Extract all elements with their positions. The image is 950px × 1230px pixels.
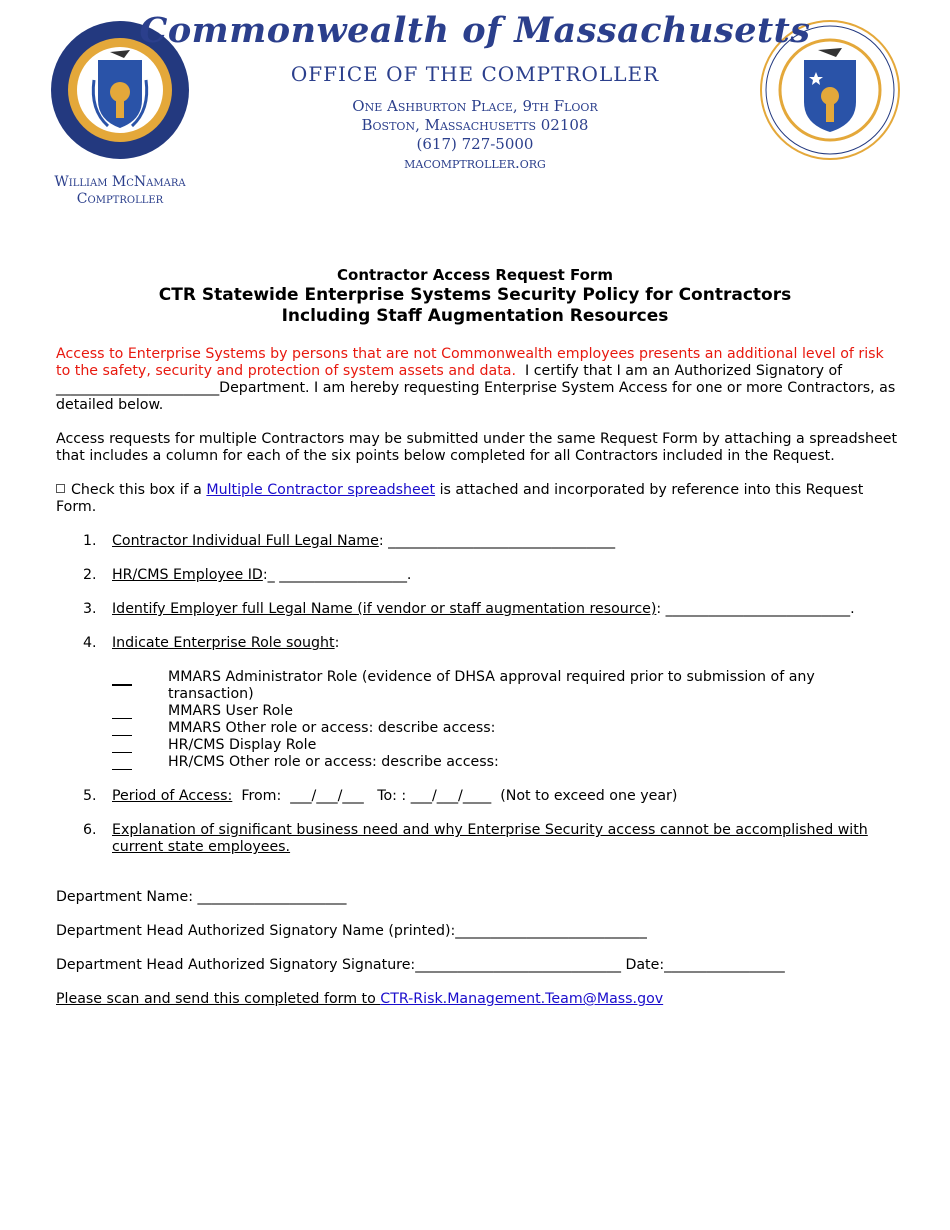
role-mmars-other: MMARS Other role or access: describe access: <box>168 720 496 736</box>
item-4-number: 4. <box>83 635 97 651</box>
item-3-field[interactable]: : __________________________. <box>656 601 855 617</box>
item-3-number: 3. <box>83 601 97 617</box>
website: macomptroller.org <box>404 154 546 172</box>
role-mmars-admin: MMARS Administrator Role (evidence of DHSA approval required prior to submission of any transaction) <box>168 669 815 702</box>
form-titles <box>0 265 950 327</box>
intro-paragraph <box>56 346 901 414</box>
role-checkbox-mmars-admin[interactable] <box>112 671 132 686</box>
item-2-label: HR/CMS Employee ID <box>112 567 263 583</box>
address-line-1: One Ashburton Place, 9th Floor <box>352 97 598 115</box>
checkbox-text-b: is attached and incorporated by reference into this Request Form. <box>56 482 864 515</box>
item-5-field[interactable]: From: ___/___/___ To: : ___/___/____ (Not to exceed one year) <box>232 788 678 804</box>
multiple-contractors-paragraph: Access requests for multiple Contractors may be submitted under the same Request Form by attaching a spreadsheet that includes a column for each of the six points below completed for all Contractors included in the Request. <box>56 431 898 464</box>
signatory-signature-field[interactable]: Department Head Authorized Signatory Signature:_____________________________ Date:_________________ <box>56 957 785 973</box>
phone: (617) 727-5000 <box>416 135 534 153</box>
letterhead-address <box>0 97 950 173</box>
item-2[interactable] <box>112 567 902 584</box>
role-hrcms-display: HR/CMS Display Role <box>168 737 317 753</box>
item-4-label: Indicate Enterprise Role sought <box>112 635 335 651</box>
comptroller-title: Comptroller <box>76 191 164 207</box>
role-checkbox-hrcms-other[interactable] <box>112 756 132 770</box>
item-1[interactable] <box>112 533 902 550</box>
certify-blank[interactable]: _______________________ <box>56 380 220 396</box>
send-text: Please scan and send this completed form to <box>56 991 381 1007</box>
item-6-label: Explanation of significant business need and why Enterprise Security access cannot be accomplished with current state employees. <box>112 822 868 855</box>
comptroller-name: William McNamara <box>54 174 186 190</box>
letterhead-title: Commonwealth of Massachusetts <box>139 10 811 51</box>
form-subtitle-2: Including Staff Augmentation Resources <box>281 306 669 326</box>
send-instruction <box>56 991 901 1008</box>
form-title: Contractor Access Request Form <box>337 266 613 284</box>
role-checkbox-mmars-user[interactable] <box>112 705 132 719</box>
item-5-number: 5. <box>83 788 97 804</box>
role-checkbox-mmars-other[interactable] <box>112 722 132 736</box>
letterhead-office: OFFICE OF THE COMPTROLLER <box>290 62 660 86</box>
item-3-label: Identify Employer full Legal Name (if vendor or staff augmentation resource) <box>112 601 657 617</box>
role-checkbox-hrcms-display[interactable] <box>112 739 132 753</box>
multiple-spreadsheet-checkbox[interactable] <box>56 484 65 493</box>
item-5-label: Period of Access: <box>112 788 233 804</box>
item-6-number: 6. <box>83 822 97 838</box>
item-1-number: 1. <box>83 533 97 549</box>
role-mmars-user: MMARS User Role <box>168 703 293 719</box>
item-5[interactable] <box>112 788 902 805</box>
item-4 <box>112 635 902 652</box>
checkbox-text-a: Check this box if a <box>71 482 202 498</box>
signatory-name-field[interactable]: Department Head Authorized Signatory Name (printed):___________________________ <box>56 923 647 939</box>
item-1-field[interactable]: : ________________________________ <box>378 533 616 549</box>
certify-text-b: Department. I am hereby requesting Enterprise System Access for one or more Contractors, as detailed below. <box>56 380 896 413</box>
item-1-label: Contractor Individual Full Legal Name <box>112 533 379 549</box>
item-2-field[interactable]: :_ __________________. <box>262 567 412 583</box>
item-6 <box>112 822 872 856</box>
checkbox-paragraph <box>56 482 901 516</box>
item-4-suffix: : <box>334 635 340 651</box>
certify-text-a: I certify that I am an Authorized Signatory of <box>525 363 843 379</box>
comptroller-block <box>20 174 220 208</box>
item-2-number: 2. <box>83 567 97 583</box>
role-hrcms-other: HR/CMS Other role or access: describe access: <box>168 754 499 770</box>
warning-text: Access to Enterprise Systems by persons that are not Commonwealth employees presents an additional level of risk to the safety, security and protection of system assets and data. <box>56 346 884 379</box>
multiple-contractor-spreadsheet-link[interactable]: Multiple Contractor spreadsheet <box>206 482 436 498</box>
address-line-2: Boston, Massachusetts 02108 <box>361 116 589 134</box>
department-name-field[interactable]: Department Name: _____________________ <box>56 889 347 905</box>
send-email-link[interactable]: CTR-Risk.Management.Team@Mass.gov <box>380 991 664 1007</box>
form-subtitle-1: CTR Statewide Enterprise Systems Security Policy for Contractors <box>158 285 792 305</box>
item-3[interactable] <box>112 601 902 618</box>
